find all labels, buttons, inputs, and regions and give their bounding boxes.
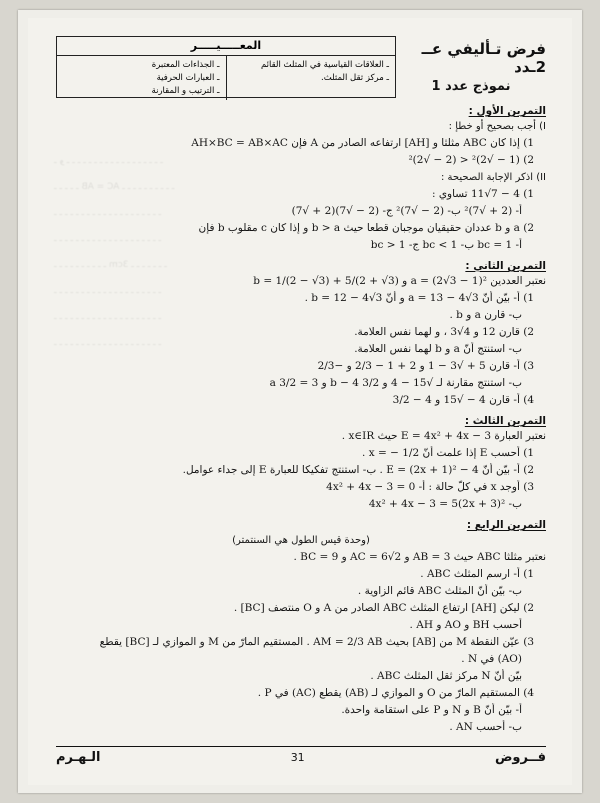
exercise-4-line: نعتبر مثلثا ABC حيث AB = 3 و AC = 6√2 و BC = 9 . — [293, 551, 546, 563]
exercise-1-line: 2) (1 − √2)² < (2 − √2)² — [408, 154, 534, 166]
exercise-2-line: 1) أ- بيّن أنّ a = 13 − 4√3 و أنّ b = 12 − 4√3 . — [304, 292, 534, 304]
exercise-3-line: 2) أ- بيّن أنّ E = (2x + 1)² − 4 . ب- استنتج تفكيكا للعبارة E إلى جداء عوامل. — [182, 464, 534, 476]
exercise-1-title: التمرين الأول : — [468, 105, 546, 117]
exercise-2-line: 3) أ- قارن 5 + √3 − 1 و 2 + 1 − 2/3 و −2/3 — [317, 360, 534, 372]
footer-left-label: الـهـرم — [56, 750, 101, 765]
document-content — [56, 36, 546, 767]
criteria-item: ـ الترتيب و المقارنة — [151, 86, 220, 96]
exercise-2-line: ب- قارن a و b . — [449, 309, 522, 321]
exercise-1-line: II) اذكر الإجابة الصحيحة : — [440, 172, 546, 183]
exam-model-number: نموذج عدد 1 — [431, 79, 511, 94]
page-number: 31 — [290, 751, 305, 764]
exercise-3-intro: نعتبر العبارة E = 4x² + 4x − 3 حيث x∈IR . — [341, 430, 546, 442]
exercise-1-line: 1) إذا كان ABC مثلثا و [AH] ارتفاعه الصادر من A فإن AH×BC = AB×AC — [191, 137, 534, 149]
exercise-4-line: أحسب BH و AO و AH . — [409, 619, 522, 631]
exercise-3-title: التمرين الثالث : — [464, 415, 546, 427]
criteria-column-left — [226, 56, 396, 100]
exercise-4-line: ب- بيّن أنّ المثلث ABC قائم الزاوية . — [357, 585, 522, 597]
exercise-3-line: 1) أحسب E إذا علمت أنّ x = − 1/2 . — [362, 447, 534, 459]
exercise-1-line: 1) 4 − 7√11 تساوي : — [431, 188, 534, 200]
page-footer — [56, 746, 546, 765]
exam-title-block — [396, 36, 546, 98]
exercise-2-line: 2) قارن 12 و 4√3 ، و لهما نفس العلامة. — [354, 326, 534, 338]
exercise-3-line: ب- 4x² + 4x − 3 = 5(2x + 3)² — [368, 498, 522, 510]
paper-inner — [28, 18, 572, 785]
exercise-2-line: ب- استنتج أنّ a و b لهما نفس العلامة. — [354, 343, 522, 355]
exercise-1-line: أ- bc = 1 ب- bc < 1 ج- bc > 1 — [370, 239, 522, 251]
exercise-4-title: التمرين الرابع : — [466, 519, 546, 531]
exercise-4-line: 3) عيّن النقطة M من [AB] بحيث AM = 2/3 AB . المستقيم المارّ من M و الموازي لـ [BC] يقطع — [99, 636, 534, 648]
exercise-2-title: التمرين الثاني : — [465, 260, 546, 272]
exercise-4-line: 1) أ- ارسم المثلث ABC . — [420, 568, 534, 580]
exercise-4-line: بيّن أنّ N مركز ثقل المثلث ABC . — [370, 670, 522, 682]
exercise-4-line: 4) المستقيم المارّ من O و الموازي لـ (AB) يقطع (AC) في P . — [257, 687, 534, 699]
exercise-1-line: أ‌- (2 + √7)² ب- (2 − √7)² ج- (2 − √7)(2 + √7) — [291, 205, 522, 217]
exercise-4-unit-note: (وحدة قيس الطول هي السنتمتر) — [232, 535, 370, 546]
criteria-item: ـ العلاقات القياسية في المثلث القائم — [260, 60, 389, 70]
exercise-2-intro: نعتبر العددين a = (2√3 − 1)² و b = 1/(2 − √3) + 5/(2 + √3) — [253, 275, 546, 287]
criteria-item: ـ العبارات الحرفية — [156, 73, 220, 83]
paper-sheet — [18, 10, 582, 793]
criteria-column-right — [57, 56, 226, 100]
exercise-4-line: أ- بيّن أنّ B و N و P على استقامة واحدة. — [341, 704, 522, 716]
exercise-4-line: ب- أحسب AN . — [449, 721, 522, 733]
exercise-3-line: 3) أوجد x في كلّ حالة : أ- 4x² + 4x − 3 = 0 — [326, 481, 534, 493]
criteria-item: ـ مركز ثقل المثلث. — [321, 73, 389, 83]
exercise-4-line: (AO) في N . — [461, 653, 522, 665]
exam-header — [56, 36, 546, 98]
footer-right-label: فــروض — [494, 750, 546, 765]
criteria-item: ـ الجذاءات المعتبرة — [151, 60, 220, 70]
criteria-box-title: المعـــــيـــــر — [57, 37, 395, 56]
bleed-through-text: ـ و ـ ـ ـ ـ ـ ـ ـ ـ ـ ـ ـ ـ ـ ـ ـ ـ ـ ـ ـ ـ ـ ـ ـ AC = AB ـ ـ ـ ـ ـ ـ ـ ـ ـ ـ ـ ـ ـ ـ ـ ـ ـ ـ ـ ـ ـ ـ ـ ـ ـ ـ ـ ـ ـ ـ ـ ـ ـ ـ ـ ـ ـ ـ ـ ـ ـ ـ ـ ـ ـ ـ ـ ـ ـ ـ ـ ـ ـ ـ ـ ـ ـ ـ ـ ـ 3cm ـ ـ ـ ـ ـ ـ ـ ـ ـ ـ ـ ـ ـ ـ ـ ـ ـ ـ ـ ـ ـ ـ ـ ـ ـ ـ ـ ـ ـ ـ ـ ـ ـ ـ ـ ـ ـ ـ ـ ـ ـ ـ ـ ـ ـ ـ ـ ـ ـ ـ ـ ـ ـ ـ ـ ـ ـ ـ ـ ـ ـ ـ ـ ـ ـ ـ ـ — [54, 156, 175, 348]
exercise-2-line: 4) أ- قارن 4 − √15 و 4 − 3/2 — [392, 394, 534, 406]
exercise-2-line: ب- استنتج مقارنة لـ √15 − 4 و 3/2 b − 4 و a 3/2 = 3 — [269, 377, 522, 389]
exam-title: فرض تـأليفي عــ 2ـدد — [421, 40, 546, 76]
criteria-box — [56, 36, 396, 98]
exercise-4-line: 2) ليكن [AH] ارتفاع المثلث ABC الصادر من A و O منتصف [BC] . — [233, 602, 534, 614]
exercise-1-line: I) أجب بصحيح أو خطإ : — [448, 121, 546, 132]
exercise-1-line: 2) a و b عددان حقيقيان موجبان قطعا حيث b > a و إذا كان c مقلوب b فإن — [198, 222, 534, 234]
